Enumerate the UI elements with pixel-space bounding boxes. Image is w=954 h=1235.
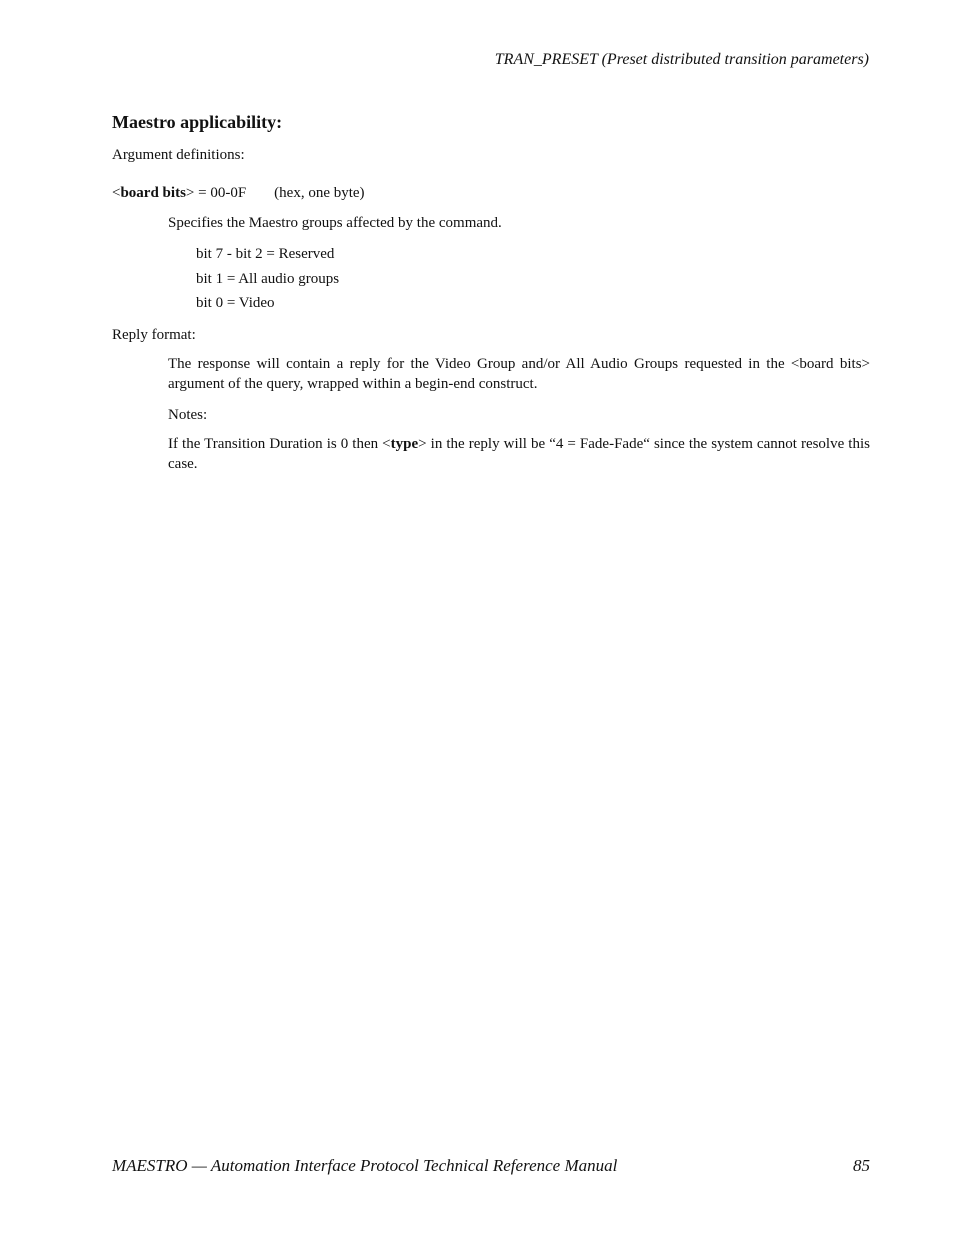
argument-definitions-label: Argument definitions:: [112, 147, 245, 163]
argument-hint: (hex, one byte): [274, 185, 365, 201]
footer-title: MAESTRO — Automation Interface Protocol Technical Reference Manual: [112, 1156, 618, 1175]
notes-text-before: If the Transition Duration is 0 then <: [168, 436, 391, 452]
argument-open-bracket: <: [112, 185, 121, 201]
notes-label: Notes:: [168, 407, 208, 423]
notes-text: [168, 435, 870, 474]
notes-type-keyword: type: [390, 436, 419, 452]
reply-format-label: Reply format:: [112, 327, 196, 343]
section-heading: Maestro applicability:: [112, 112, 283, 132]
running-header: TRAN_PRESET (Preset distributed transition parameters): [494, 51, 869, 68]
argument-definition: [112, 183, 365, 203]
argument-description: Specifies the Maestro groups affected by the command.: [168, 215, 502, 231]
notes-text-after: > in the reply will be “4 = Fade-Fade“ since the system cannot resolve this case.: [168, 436, 870, 472]
page-number: 85: [853, 1156, 870, 1175]
reply-format-text: The response will contain a reply for the Video Group and/or All Audio Groups requested in the <board bits> argument of the query, wrapped within a begin-end construct.: [168, 356, 870, 392]
bit-definition: bit 1 = All audio groups: [196, 271, 340, 287]
argument-value-range: > = 00-0F: [185, 185, 247, 201]
argument-name: board bits: [120, 185, 186, 201]
bit-definition: bit 7 - bit 2 = Reserved: [196, 246, 335, 262]
bit-definition: bit 0 = Video: [196, 295, 275, 311]
